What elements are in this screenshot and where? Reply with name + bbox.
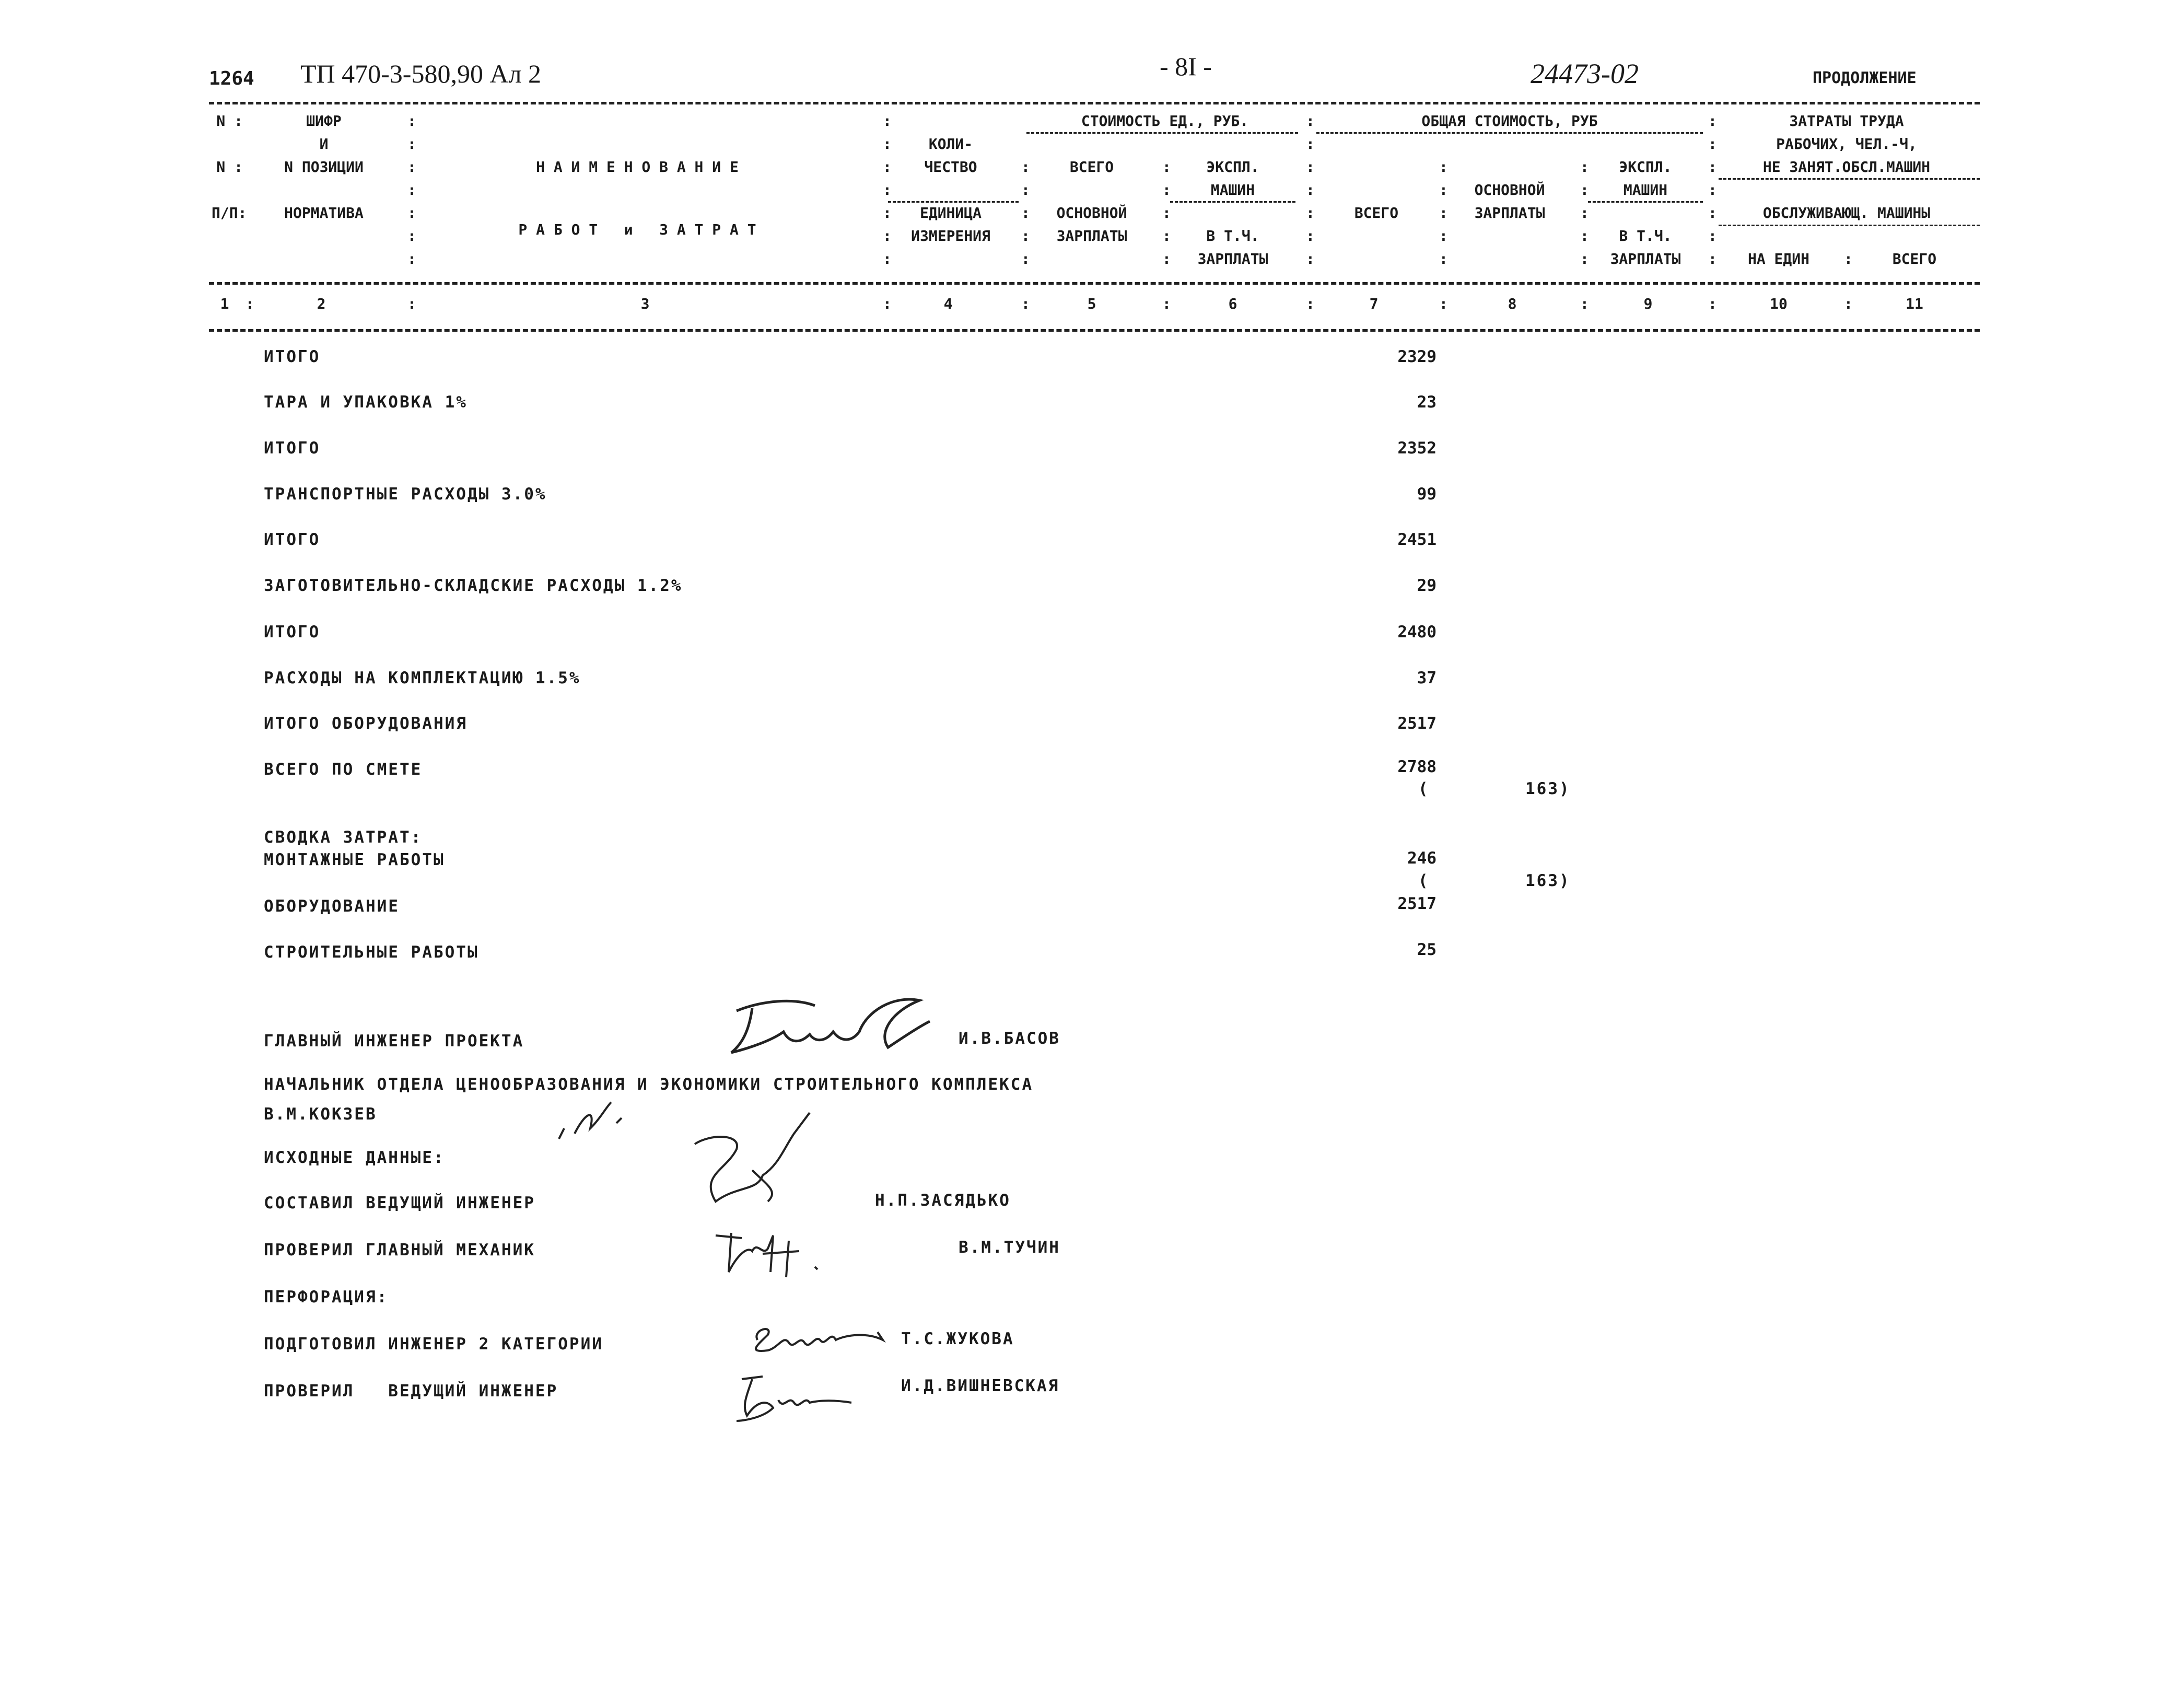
obshaya-sub-rule: [1316, 132, 1703, 134]
row-subtotal-value: 163): [1525, 779, 1571, 798]
zatraty-sub-rule-2: [1719, 225, 1980, 226]
col-10-11-mid-header: ОБСЛУЖИВАЮЩ. МАШИНЫ: [1762, 204, 1931, 221]
col-7-header: ВСЕГО: [1354, 204, 1399, 221]
summary-item-total: 25: [1417, 940, 1436, 959]
prepared-by-name: Т.С.ЖУКОВА: [901, 1330, 1014, 1348]
row-label: ЗАГОТОВИТЕЛЬНО-СКЛАДСКИЕ РАСХОДЫ 1.2%: [264, 576, 683, 595]
col-num-1: 1: [220, 295, 229, 312]
row-label: ТАРА И УПАКОВКА 1%: [264, 393, 468, 412]
row-label: ИТОГО: [264, 439, 321, 458]
col-num-4: 4: [943, 295, 953, 312]
summary-item-total: 246: [1407, 849, 1436, 868]
chief-engineer-signature: [721, 990, 940, 1065]
row-total: 2788: [1397, 757, 1436, 776]
document-number: 24473-02: [1531, 58, 1639, 89]
page-label: - 8I -: [1160, 52, 1212, 81]
stoimost-sub-rule: [1026, 132, 1298, 134]
col-num-3: 3: [640, 295, 650, 312]
col-num-2: 2: [317, 295, 326, 312]
row-total: 2480: [1397, 623, 1436, 642]
checked-lead-label: ПРОВЕРИЛ ВЕДУЩИЙ ИНЖЕНЕР: [264, 1382, 558, 1401]
col-3-header: Н А И М Е Н О В А Н И Е Р А Б О Т и З А Т Р А Т: [518, 158, 756, 238]
row-total: 99: [1417, 485, 1436, 504]
row-label: ВСЕГО ПО СМЕТЕ: [264, 760, 423, 779]
column-numbers-top-rule: [209, 282, 1980, 285]
col-1-header: N : N : П/П:: [212, 112, 247, 221]
col-10-11-group-header: ЗАТРАТЫ ТРУДА РАБОЧИХ, ЧЕЛ.-Ч, НЕ ЗАНЯТ.ОБСЛ.МАШИН: [1762, 112, 1931, 176]
row-label: ИТОГО: [264, 623, 321, 642]
row-total: 2451: [1397, 530, 1436, 549]
sheet-number: 1264: [209, 68, 254, 89]
summary-title: СВОДКА ЗАТРАТ:: [264, 828, 423, 847]
prepared-by-label: ПОДГОТОВИЛ ИНЖЕНЕР 2 КАТЕГОРИИ: [264, 1335, 603, 1354]
col-num-8: 8: [1508, 295, 1517, 312]
checked-lead-name: И.Д.ВИШНЕВСКАЯ: [901, 1377, 1060, 1395]
compiled-by-name: Н.П.ЗАСЯДЬКО: [875, 1191, 1011, 1210]
row-label: ИТОГО: [264, 347, 321, 366]
row-total: 2352: [1397, 439, 1436, 458]
col-num-6: 6: [1228, 295, 1237, 312]
col-6-header: ЭКСПЛ. МАШИН В Т.Ч. ЗАРПЛАТЫ: [1197, 158, 1268, 267]
table-top-rule: [209, 102, 1980, 104]
summary-item-label: ОБОРУДОВАНИЕ: [264, 897, 400, 916]
col-num-7: 7: [1369, 295, 1379, 312]
department-head-name: В.М.КОКЗЕВ: [264, 1105, 377, 1124]
checked-mechanic-name: В.М.ТУЧИН: [959, 1238, 1060, 1257]
compiled-by-label: СОСТАВИЛ ВЕДУЩИЙ ИНЖЕНЕР: [264, 1194, 535, 1212]
row-total: 2517: [1397, 714, 1436, 733]
col-num-5: 5: [1087, 295, 1096, 312]
summary-subtotal-value: 163): [1525, 871, 1571, 890]
summary-item-total: 2517: [1397, 894, 1436, 913]
chief-engineer-name: И.В.БАСОВ: [959, 1029, 1060, 1048]
row-subtotal-open: (: [1418, 779, 1430, 798]
chief-engineer-label: ГЛАВНЫЙ ИНЖЕНЕР ПРОЕКТА: [264, 1032, 524, 1051]
col-num-9: 9: [1643, 295, 1653, 312]
col-4-sub-rule: [888, 201, 1019, 203]
col-10-header: НА ЕДИН: [1747, 250, 1809, 267]
row-label: ИТОГО ОБОРУДОВАНИЯ: [264, 714, 468, 733]
summary-subtotal-open: (: [1418, 871, 1430, 890]
row-label: РАСХОДЫ НА КОМПЛЕКТАЦИЮ 1.5%: [264, 669, 581, 687]
col-4-header: КОЛИ- ЧЕСТВО ЕДИНИЦА ИЗМЕРЕНИЯ: [911, 135, 990, 244]
col-8-header: ОСНОВНОЙ ЗАРПЛАТЫ: [1474, 181, 1545, 221]
continuation-label: ПРОДОЛЖЕНИЕ: [1813, 69, 1917, 87]
col-6-sub-rule: [1170, 201, 1295, 203]
summary-item-label: МОНТАЖНЫЕ РАБОТЫ: [264, 850, 445, 869]
col-2-header: ШИФР И N ПОЗИЦИИ НОРМАТИВА: [284, 112, 364, 221]
table-header-bottom-rule: [209, 329, 1980, 332]
col-num-10: 10: [1770, 295, 1788, 312]
col-num-11: 11: [1906, 295, 1923, 312]
col-7-9-group-header: ОБЩАЯ СТОИМОСТЬ, РУБ: [1421, 112, 1598, 130]
checked-lead-signature: [731, 1369, 857, 1428]
col-11-header: ВСЕГО: [1892, 250, 1937, 267]
col-9-sub-rule: [1588, 201, 1703, 203]
checked-mechanic-label: ПРОВЕРИЛ ГЛАВНЫЙ МЕХАНИК: [264, 1241, 535, 1259]
summary-item-label: СТРОИТЕЛЬНЫЕ РАБОТЫ: [264, 943, 479, 962]
row-label: ТРАНСПОРТНЫЕ РАСХОДЫ 3.0%: [264, 485, 547, 504]
row-label: ИТОГО: [264, 530, 321, 549]
row-total: 23: [1417, 393, 1436, 412]
row-total: 29: [1417, 576, 1436, 595]
zatraty-sub-rule-1: [1719, 178, 1980, 180]
source-data-label: ИСХОДНЫЕ ДАННЫЕ:: [264, 1148, 445, 1167]
perforation-label: ПЕРФОРАЦИЯ:: [264, 1288, 389, 1307]
col-5-header: ВСЕГО ОСНОВНОЙ ЗАРПЛАТЫ: [1056, 158, 1127, 244]
row-total: 37: [1417, 669, 1436, 687]
compiled-by-signature: [690, 1113, 825, 1214]
checked-mechanic-signature: [710, 1225, 836, 1285]
prepared-by-signature: [747, 1319, 893, 1363]
department-head-line: НАЧАЛЬНИК ОТДЕЛА ЦЕНООБРАЗОВАНИЯ И ЭКОНОМИКИ СТРОИТЕЛЬНОГО КОМПЛЕКСА: [264, 1075, 1034, 1094]
document-code: ТП 470-3-580,90 Ал 2: [300, 59, 542, 88]
col-5-6-group-header: СТОИМОСТЬ ЕД., РУБ.: [1081, 112, 1249, 130]
col-9-header: ЭКСПЛ. МАШИН В Т.Ч. ЗАРПЛАТЫ: [1610, 158, 1681, 267]
department-head-signature: [554, 1097, 637, 1146]
row-total: 2329: [1397, 347, 1436, 366]
